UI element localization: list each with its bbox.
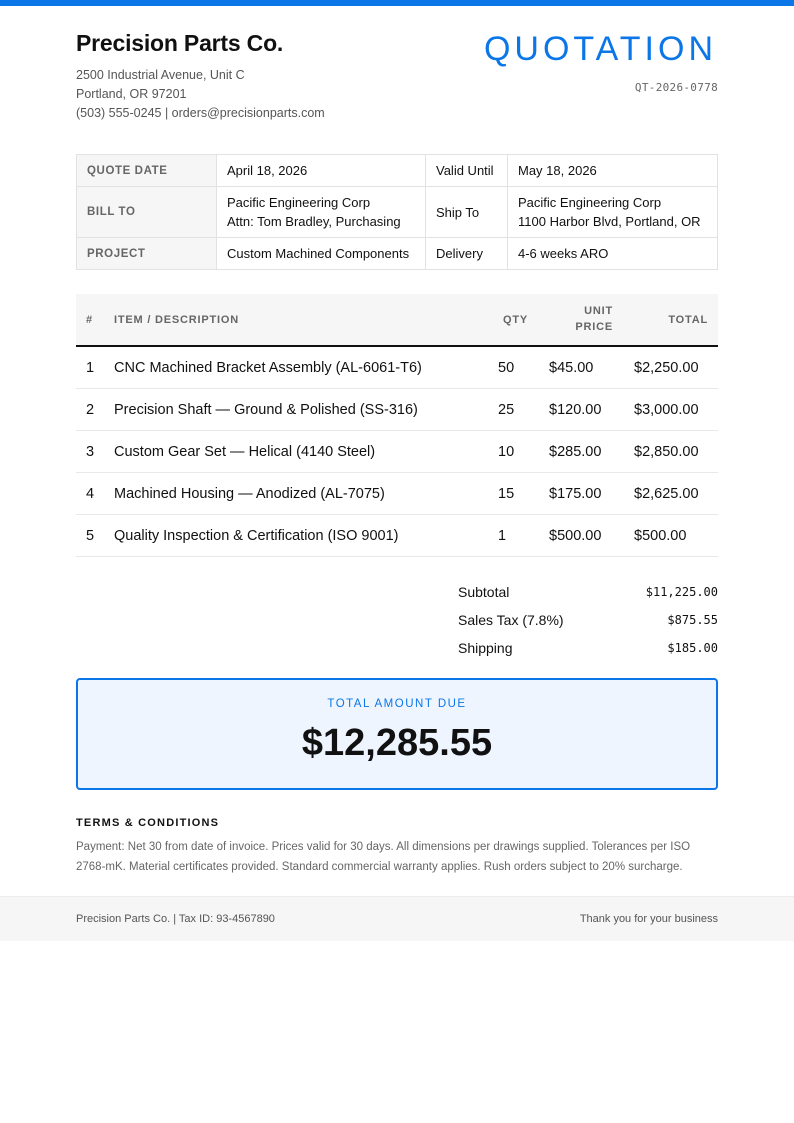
item-qty: 10 xyxy=(498,444,515,460)
header-qty: QTY xyxy=(503,314,529,326)
item-qty: 15 xyxy=(498,486,515,502)
accent-top-bar xyxy=(0,0,794,6)
subtotal-label: Subtotal xyxy=(458,584,510,600)
company-address-line2: Portland, OR 97201 xyxy=(76,87,187,101)
item-total: $2,625.00 xyxy=(634,486,699,502)
item-number: 3 xyxy=(86,444,95,460)
total-amount-due-label: TOTAL AMOUNT DUE xyxy=(327,698,467,710)
header-unit-price-line1: UNIT xyxy=(584,305,613,317)
subtotal-value: $11,225.00 xyxy=(645,585,718,599)
bill-to-company: Pacific Engineering Corp xyxy=(227,195,371,210)
item-qty: 1 xyxy=(498,528,507,544)
item-total: $500.00 xyxy=(634,528,687,544)
company-name: Precision Parts Co. xyxy=(76,30,284,56)
info-row-project xyxy=(77,238,718,270)
header-unit-price-line2: PRICE xyxy=(575,321,613,333)
shipping-row xyxy=(458,640,718,656)
bill-to-attention: Attn: Tom Bradley, Purchasing xyxy=(227,214,401,229)
terms-title: TERMS & CONDITIONS xyxy=(76,817,220,829)
tax-value: $875.55 xyxy=(667,613,718,627)
item-number: 4 xyxy=(86,486,95,502)
item-number: 1 xyxy=(86,360,95,376)
tax-label: Sales Tax (7.8%) xyxy=(458,612,564,628)
item-unit-price: $45.00 xyxy=(549,360,594,376)
item-qty: 50 xyxy=(498,360,515,376)
company-address-line1: 2500 Industrial Avenue, Unit C xyxy=(76,68,245,82)
item-number: 5 xyxy=(86,528,95,544)
table-row xyxy=(76,515,718,557)
delivery-label: Delivery xyxy=(426,238,508,270)
item-total: $3,000.00 xyxy=(634,402,699,418)
line-items-header xyxy=(76,294,718,347)
tax-row xyxy=(458,612,718,628)
info-row-parties xyxy=(77,187,718,238)
total-amount-due-box xyxy=(76,678,718,790)
document-title: QUOTATION xyxy=(483,30,717,68)
table-row xyxy=(76,389,718,431)
delivery-value: 4-6 weeks ARO xyxy=(508,238,718,270)
footer xyxy=(0,896,794,941)
ship-to-company: Pacific Engineering Corp xyxy=(518,195,662,210)
ship-to-label: Ship To xyxy=(426,187,508,238)
subtotal-row xyxy=(458,584,718,600)
item-description: CNC Machined Bracket Assembly (AL-6061-T6) xyxy=(114,360,422,376)
item-total: $2,250.00 xyxy=(634,360,699,376)
valid-until-label: Valid Until xyxy=(426,155,508,187)
footer-company-tax-id: Precision Parts Co. | Tax ID: 93-4567890 xyxy=(76,913,275,925)
line-items-body xyxy=(76,347,718,557)
item-qty: 25 xyxy=(498,402,515,418)
item-description: Quality Inspection & Certification (ISO 9001) xyxy=(114,528,399,544)
footer-thank-you: Thank you for your business xyxy=(579,913,718,925)
item-number: 2 xyxy=(86,402,95,418)
quote-date-value: April 18, 2026 xyxy=(217,155,426,187)
item-unit-price: $500.00 xyxy=(549,528,602,544)
total-amount-due-value: $12,285.55 xyxy=(301,722,493,764)
project-value: Custom Machined Components xyxy=(217,238,426,270)
item-total: $2,850.00 xyxy=(634,444,699,460)
ship-to-value xyxy=(508,187,718,238)
item-unit-price: $175.00 xyxy=(549,486,602,502)
item-unit-price: $120.00 xyxy=(549,402,602,418)
valid-until-value: May 18, 2026 xyxy=(508,155,718,187)
ship-to-address: 1100 Harbor Blvd, Portland, OR xyxy=(518,214,701,229)
info-row-dates xyxy=(77,155,718,187)
item-description: Custom Gear Set — Helical (4140 Steel) xyxy=(114,444,376,460)
bill-to-value xyxy=(217,187,426,238)
quote-date-label: QUOTE DATE xyxy=(77,155,217,187)
header-total: TOTAL xyxy=(668,314,708,326)
table-row xyxy=(76,347,718,389)
table-row xyxy=(76,431,718,473)
quote-info-table xyxy=(76,154,718,270)
item-unit-price: $285.00 xyxy=(549,444,602,460)
table-row xyxy=(76,473,718,515)
project-label: PROJECT xyxy=(77,238,217,270)
terms-text: Payment: Net 30 from date of invoice. Prices valid for 30 days. All dimensions per drawings supplied. Tolerances per ISO 2768-mK. Material certificates provided. Standard commercial warranty applies. Rush orders subject to 20% surcharge. xyxy=(76,841,691,873)
quote-number: QT-2026-0778 xyxy=(634,81,718,94)
company-contact: (503) 555-0245 | orders@precisionparts.com xyxy=(76,106,325,120)
line-items-table xyxy=(76,294,718,557)
item-description: Precision Shaft — Ground & Polished (SS-316) xyxy=(114,402,418,418)
shipping-label: Shipping xyxy=(458,640,513,656)
shipping-value: $185.00 xyxy=(667,641,718,655)
bill-to-label: BILL TO xyxy=(77,187,217,238)
header-number: # xyxy=(86,314,93,326)
item-description: Machined Housing — Anodized (AL-7075) xyxy=(114,486,385,502)
header-description: ITEM / DESCRIPTION xyxy=(114,314,240,326)
